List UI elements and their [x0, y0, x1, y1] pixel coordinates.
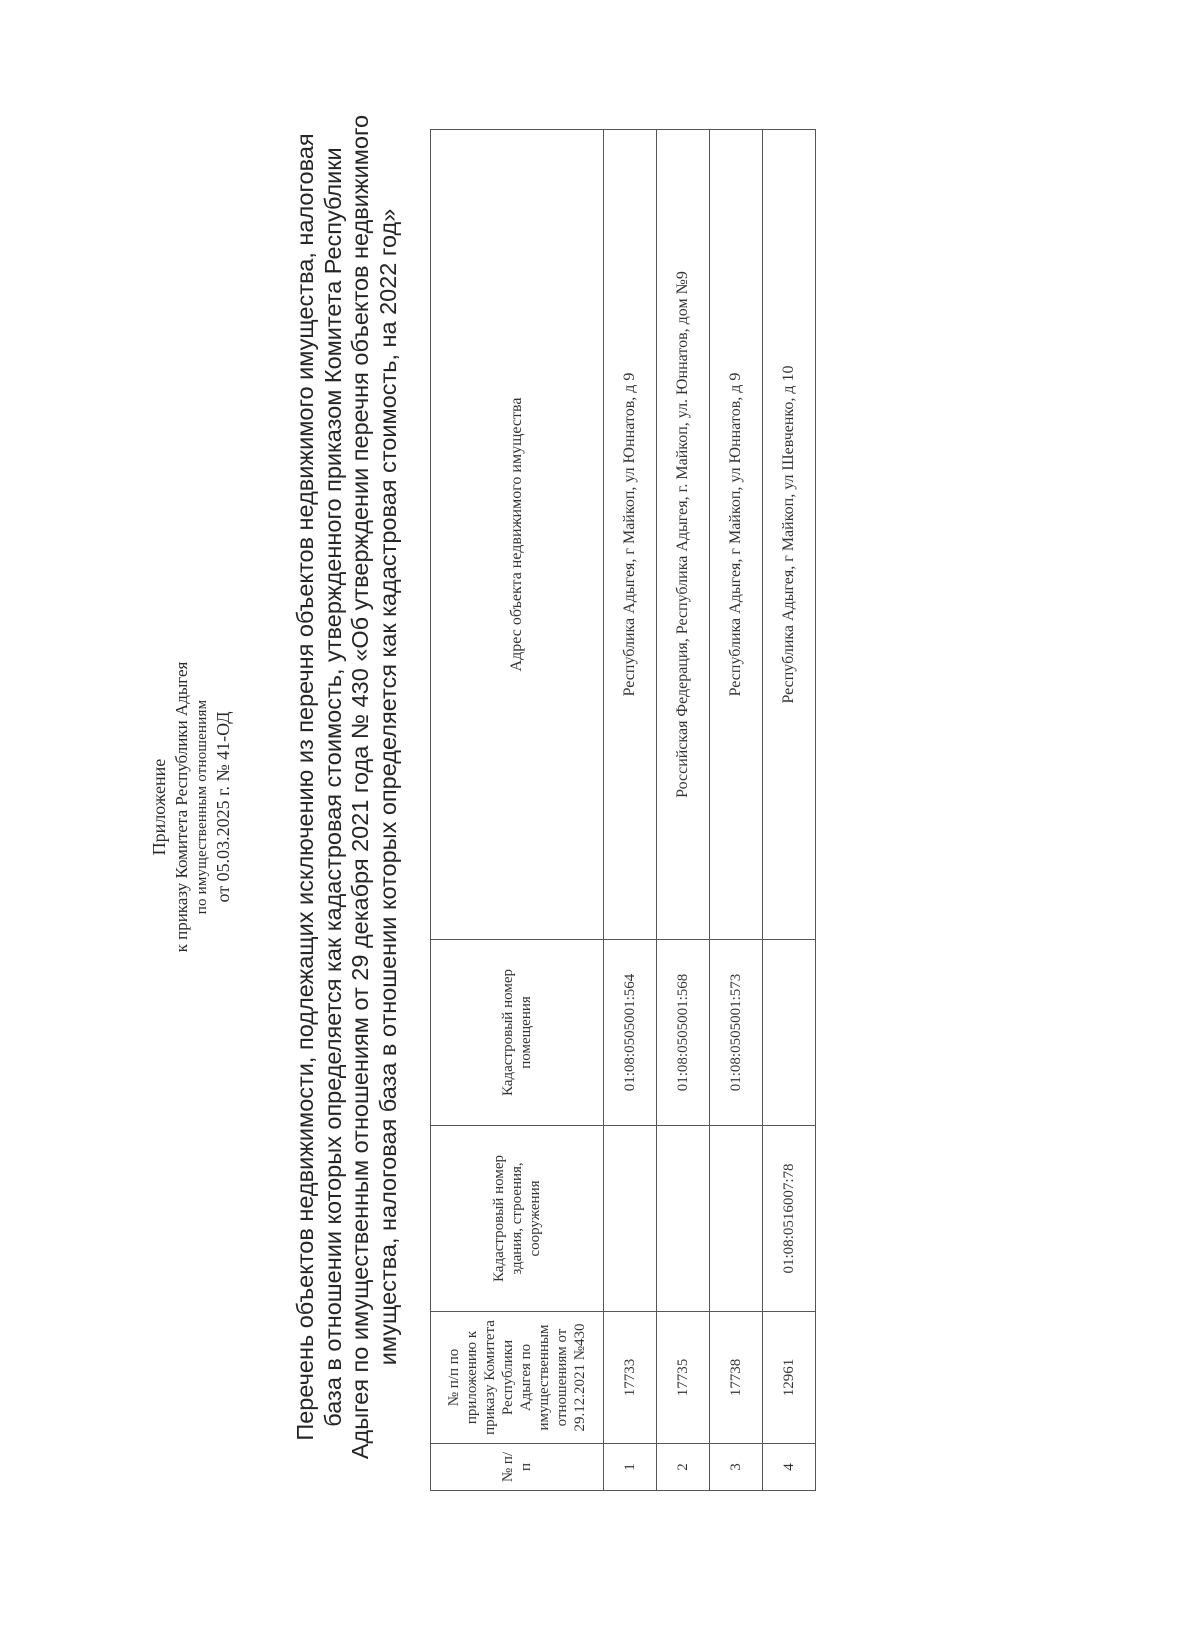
cell-room-cadastral: 01:08:0505001:573: [710, 940, 763, 1126]
document-title: [292, 87, 403, 1487]
cell-ref-number: 17738: [710, 1312, 763, 1444]
header-no: № п/п: [431, 1444, 604, 1491]
appendix-date-number: от 05.03.2025 г. № 41-ОД: [212, 711, 233, 903]
cell-building-cadastral: [604, 1126, 657, 1312]
cell-address: Республика Адыгея, г Майкоп, ул Шевченко, д 10: [763, 130, 816, 940]
cell-building-cadastral: 01:08:0516007:78: [763, 1126, 816, 1312]
cell-address: Российская Федерация, Республика Адыгея, г. Майкоп, ул. Юннатов, дом №9: [657, 130, 710, 940]
title-line: Адыгея по имущественным отношениям от 29 декабря 2021 года № 430 «Об утверждении перечня объектов недвижимого: [347, 114, 374, 1460]
cell-building-cadastral: [710, 1126, 763, 1312]
appendix-label: Приложение: [149, 758, 169, 856]
cell-room-cadastral: [763, 940, 816, 1126]
title-line: имущества, налоговая база в отношении которых определяется как кадастровая стоимость, на 2022 год»: [375, 208, 402, 1366]
table-row: [710, 130, 763, 1491]
appendix-order-ref: к приказу Комитета Республики Адыгея: [172, 661, 192, 953]
title-line: Перечень объектов недвижимости, подлежащих исключению из перечня объектов недвижимого имущества, налоговая: [292, 133, 318, 1441]
title-line: база в отношении которых определяется как кадастровая стоимость, утвержденного приказом Комитета Республики: [319, 147, 346, 1427]
cell-building-cadastral: [657, 1126, 710, 1312]
cell-ref-number: 12961: [763, 1312, 816, 1444]
table-header-row: [431, 130, 604, 1491]
cell-room-cadastral: 01:08:0505001:564: [604, 940, 657, 1126]
cell-no: 3: [710, 1444, 763, 1491]
cell-no: 2: [657, 1444, 710, 1491]
cell-address: Республика Адыгея, г Майкоп, ул Юннатов, д 9: [710, 130, 763, 940]
table-row: [763, 130, 816, 1491]
cell-no: 1: [604, 1444, 657, 1491]
property-table: [430, 129, 816, 1491]
cell-ref-number: 17733: [604, 1312, 657, 1444]
table-row: [657, 130, 710, 1491]
appendix-header: [148, 507, 235, 1107]
cell-ref-number: 17735: [657, 1312, 710, 1444]
table-row: [604, 130, 657, 1491]
cell-address: Республика Адыгея, г Майкоп, ул Юннатов, д 9: [604, 130, 657, 940]
cell-room-cadastral: 01:08:0505001:568: [657, 940, 710, 1126]
header-room-cadastral: Кадастровый номер помещения: [431, 940, 604, 1126]
header-address: Адрес объекта недвижимого имущества: [431, 130, 604, 940]
header-building-cadastral: Кадастровый номер здания, строения, сооружения: [431, 1126, 604, 1312]
appendix-committee: по имущественным отношениям: [193, 699, 210, 915]
cell-no: 4: [763, 1444, 816, 1491]
header-ref-number: № п/п по приложению к приказу Комитета Республики Адыгея по имущественным отношениям от 29.12.2021 №430: [431, 1312, 604, 1444]
